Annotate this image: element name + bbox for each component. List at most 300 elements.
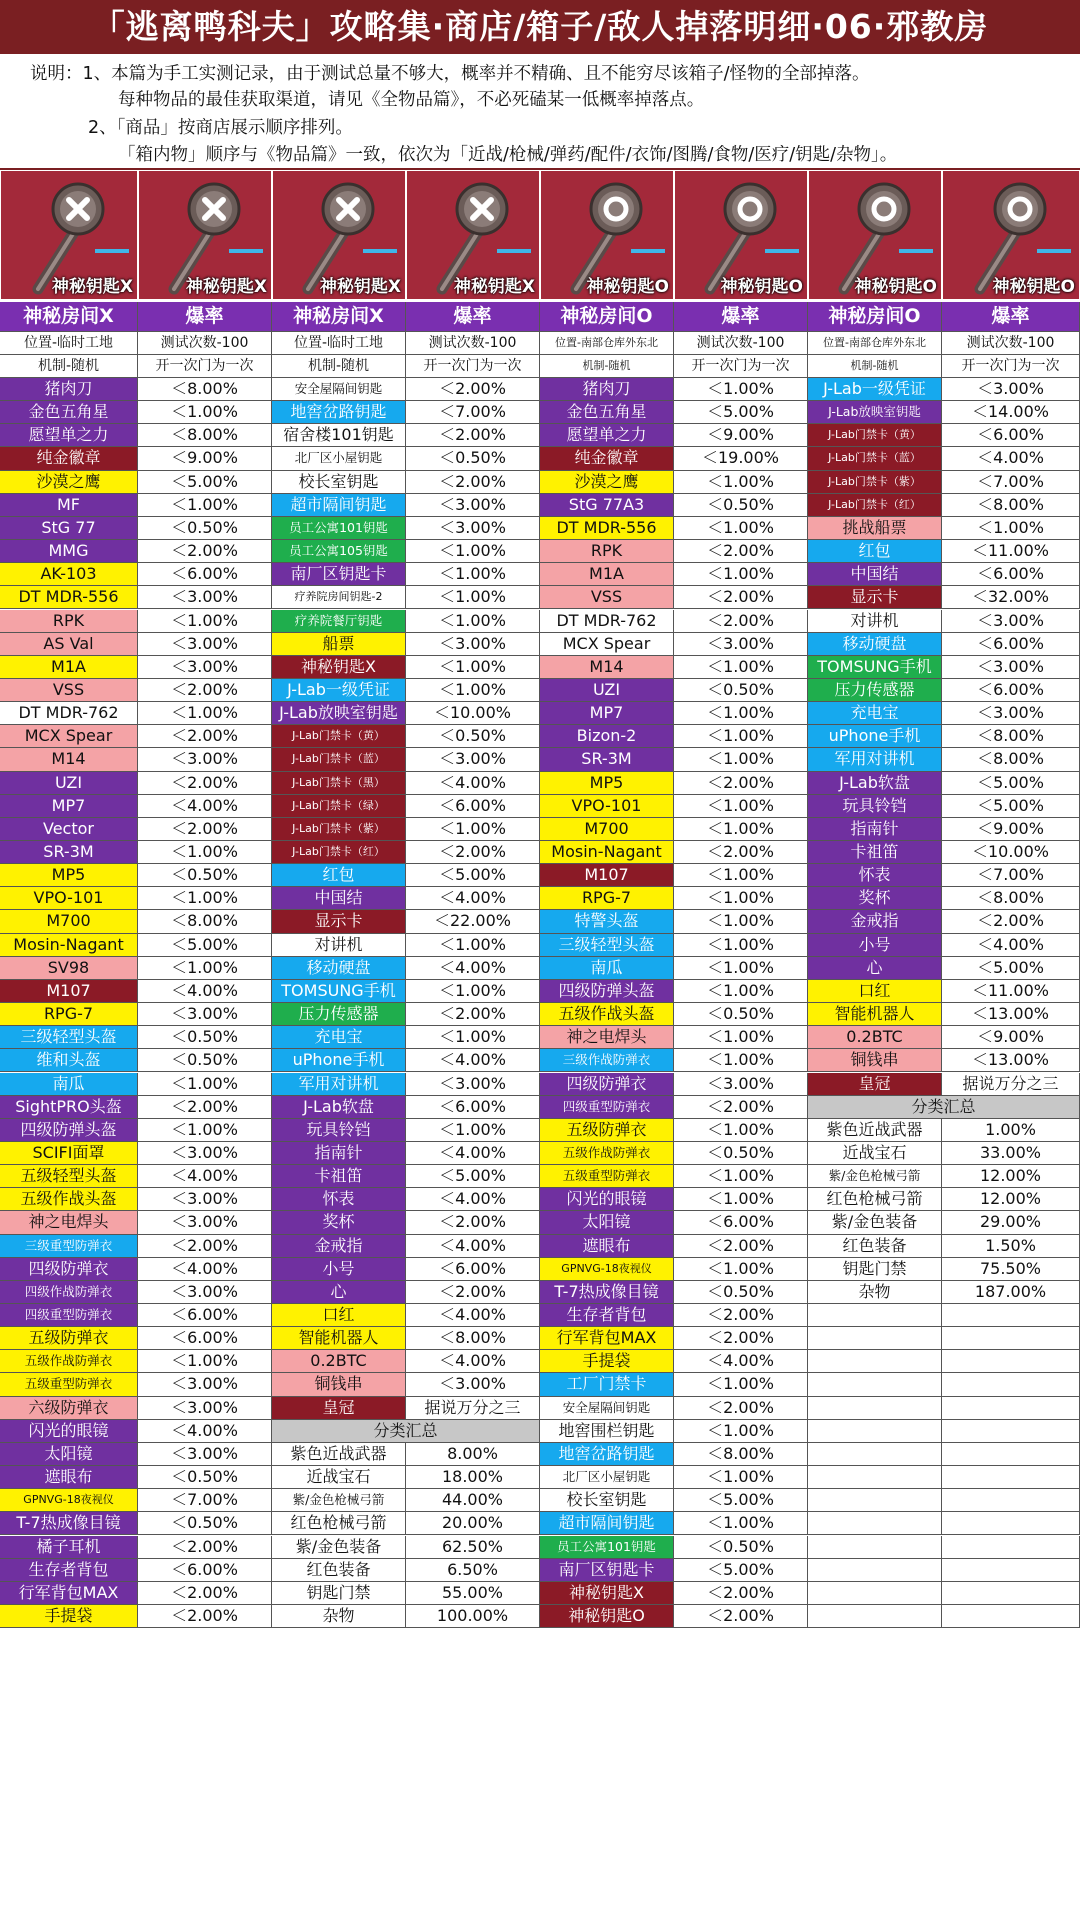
item-name-cell: 神之电焊头 xyxy=(540,1026,674,1049)
drop-rate-cell: ＜4.00% xyxy=(138,1165,272,1188)
drop-rate-cell: ＜1.00% xyxy=(138,841,272,864)
drop-rate-cell: ＜1.00% xyxy=(406,818,540,841)
drop-rate-cell: ＜2.00% xyxy=(674,586,808,609)
item-name-cell: MP5 xyxy=(0,864,138,887)
item-name-cell: RPG-7 xyxy=(540,887,674,910)
drop-rate-cell: ＜3.00% xyxy=(406,517,540,540)
drop-rate-cell: 29.00% xyxy=(942,1211,1080,1234)
drop-rate-cell xyxy=(942,1489,1080,1512)
drop-rate-cell: ＜13.00% xyxy=(942,1003,1080,1026)
drop-rate-cell: 1.50% xyxy=(942,1235,1080,1258)
item-name-cell: StG 77A3 xyxy=(540,494,674,517)
table-row xyxy=(0,1466,1080,1489)
item-name-cell xyxy=(808,1605,942,1628)
item-name-cell: 四级防弹头盔 xyxy=(540,980,674,1003)
note-line-1: 说明：1、本篇为手工实测记录，由于测试总量不够大，概率并不精确、且不能穷尽该箱子/怪物的全部掉落。 xyxy=(30,64,870,84)
column-header: 爆率 xyxy=(674,302,808,332)
drop-rate-cell: ＜3.00% xyxy=(138,656,272,679)
item-name-cell: 奖杯 xyxy=(272,1211,406,1234)
drop-rate-cell: ＜4.00% xyxy=(406,772,540,795)
drop-rate-cell: ＜8.00% xyxy=(942,494,1080,517)
drop-rate-cell: ＜6.00% xyxy=(942,563,1080,586)
table-row xyxy=(0,1605,1080,1628)
drop-table xyxy=(0,302,1080,1628)
drop-rate-cell: 测试次数-100 xyxy=(138,332,272,355)
notes-section xyxy=(0,54,1080,170)
drop-rate-cell: ＜9.00% xyxy=(674,424,808,447)
item-name-cell xyxy=(808,1304,942,1327)
table-row xyxy=(0,1350,1080,1373)
drop-rate-cell: ＜6.00% xyxy=(942,633,1080,656)
drop-rate-cell: ＜1.00% xyxy=(406,540,540,563)
item-name-cell: M14 xyxy=(540,656,674,679)
drop-rate-cell: ＜10.00% xyxy=(942,841,1080,864)
drop-rate-cell: ＜8.00% xyxy=(138,378,272,401)
item-name-cell: 红包 xyxy=(808,540,942,563)
item-name-cell: 金色五角星 xyxy=(540,401,674,424)
item-name-cell: SR-3M xyxy=(0,841,138,864)
item-name-cell: 充电宝 xyxy=(272,1026,406,1049)
item-name-cell: 心 xyxy=(808,957,942,980)
item-name-cell: 五级重型防弹衣 xyxy=(540,1165,674,1188)
drop-rate-cell: ＜4.00% xyxy=(406,1142,540,1165)
table-row xyxy=(0,1258,1080,1281)
drop-rate-cell: ＜0.50% xyxy=(138,864,272,887)
item-name-cell: 位置-南部仓库外东北 xyxy=(808,332,942,355)
item-name-cell: 机制-随机 xyxy=(808,355,942,378)
item-name-cell: 卡祖笛 xyxy=(272,1165,406,1188)
drop-rate-cell: ＜4.00% xyxy=(138,1420,272,1443)
table-row xyxy=(0,748,1080,771)
drop-rate-cell: ＜1.00% xyxy=(674,748,808,771)
item-name-cell: VPO-101 xyxy=(540,795,674,818)
drop-rate-cell xyxy=(942,1420,1080,1443)
drop-rate-cell: ＜2.00% xyxy=(138,540,272,563)
item-image-tile xyxy=(540,170,674,300)
drop-rate-cell: 开一次门为一次 xyxy=(138,355,272,378)
item-name-cell: 员工公寓105钥匙 xyxy=(272,540,406,563)
drop-rate-cell: ＜1.00% xyxy=(674,656,808,679)
drop-rate-cell: ＜3.00% xyxy=(138,1188,272,1211)
drop-rate-cell: ＜3.00% xyxy=(138,1211,272,1234)
drop-rate-cell: ＜1.00% xyxy=(674,795,808,818)
drop-rate-cell: 12.00% xyxy=(942,1165,1080,1188)
item-name-cell: SR-3M xyxy=(540,748,674,771)
drop-rate-cell: ＜5.00% xyxy=(138,934,272,957)
item-name-cell: MCX Spear xyxy=(540,633,674,656)
item-name-cell: 五级作战头盔 xyxy=(0,1188,138,1211)
drop-rate-cell: 20.00% xyxy=(406,1512,540,1535)
drop-rate-cell: ＜2.00% xyxy=(406,1211,540,1234)
drop-rate-cell: ＜5.00% xyxy=(674,401,808,424)
item-image-tile xyxy=(0,170,138,300)
item-name-cell: 紫色近战武器 xyxy=(808,1119,942,1142)
item-name-cell: 紫/金色枪械弓箭 xyxy=(272,1489,406,1512)
item-name-cell: TOMSUNG手机 xyxy=(272,980,406,1003)
drop-rate-cell: ＜6.00% xyxy=(406,795,540,818)
item-name-cell: 小号 xyxy=(808,934,942,957)
drop-rate-cell: ＜0.50% xyxy=(674,494,808,517)
item-name-cell: 皇冠 xyxy=(272,1397,406,1420)
item-name-cell: 生存者背包 xyxy=(0,1559,138,1582)
drop-rate-cell: ＜3.00% xyxy=(674,1073,808,1096)
item-name-cell: 五级作战防弹衣 xyxy=(540,1142,674,1165)
column-header: 神秘房间X xyxy=(0,302,138,332)
item-name-cell: J-Lab软盘 xyxy=(272,1096,406,1119)
item-name-cell: 智能机器人 xyxy=(272,1327,406,1350)
item-name-cell: 分类汇总 xyxy=(808,1096,1080,1119)
drop-rate-cell: ＜1.00% xyxy=(674,887,808,910)
item-name-cell: 分类汇总 xyxy=(272,1420,540,1443)
drop-rate-cell: ＜3.00% xyxy=(138,633,272,656)
drop-rate-cell: ＜8.00% xyxy=(138,424,272,447)
item-name-cell: 红色枪械弓箭 xyxy=(808,1188,942,1211)
note-line-3: 2、「商品」按商店展示顺序排列。 xyxy=(88,118,353,138)
drop-rate-cell: ＜2.00% xyxy=(138,1605,272,1628)
item-name-cell: J-Lab放映室钥匙 xyxy=(808,401,942,424)
item-name-cell: VPO-101 xyxy=(0,887,138,910)
item-name-cell: J-Lab门禁卡（黄） xyxy=(272,725,406,748)
item-name-cell: 红色装备 xyxy=(808,1235,942,1258)
item-name-cell: StG 77 xyxy=(0,517,138,540)
drop-rate-cell: ＜0.50% xyxy=(138,517,272,540)
drop-rate-cell: ＜3.00% xyxy=(942,656,1080,679)
drop-rate-cell: ＜1.00% xyxy=(674,1026,808,1049)
drop-rate-cell: ＜4.00% xyxy=(138,980,272,1003)
table-row xyxy=(0,934,1080,957)
drop-rate-cell: ＜1.00% xyxy=(138,887,272,910)
drop-rate-cell: ＜1.00% xyxy=(674,910,808,933)
item-name-cell: J-Lab一级凭证 xyxy=(808,378,942,401)
item-name-cell: 近战宝石 xyxy=(272,1466,406,1489)
drop-rate-cell: ＜4.00% xyxy=(138,1258,272,1281)
item-name-cell: 生存者背包 xyxy=(540,1304,674,1327)
item-name-cell: 手提袋 xyxy=(540,1350,674,1373)
item-name-cell: 船票 xyxy=(272,633,406,656)
drop-rate-cell: ＜2.00% xyxy=(942,910,1080,933)
item-name-cell: UZI xyxy=(0,772,138,795)
drop-rate-cell: ＜1.00% xyxy=(138,1350,272,1373)
item-name-cell: 工厂门禁卡 xyxy=(540,1373,674,1396)
item-name-cell: M700 xyxy=(0,910,138,933)
drop-rate-cell: ＜2.00% xyxy=(674,540,808,563)
drop-rate-cell: ＜9.00% xyxy=(942,818,1080,841)
item-name-cell: 金戒指 xyxy=(272,1235,406,1258)
item-name-cell: 遮眼布 xyxy=(540,1235,674,1258)
drop-rate-cell: ＜0.50% xyxy=(138,1026,272,1049)
table-row xyxy=(0,1536,1080,1559)
table-row xyxy=(0,1559,1080,1582)
table-row xyxy=(0,401,1080,424)
item-name-cell: 手提袋 xyxy=(0,1605,138,1628)
drop-rate-cell: 100.00% xyxy=(406,1605,540,1628)
item-name-cell: 压力传感器 xyxy=(272,1003,406,1026)
table-row xyxy=(0,447,1080,470)
drop-rate-cell: 开一次门为一次 xyxy=(942,355,1080,378)
item-name-cell: Bizon-2 xyxy=(540,725,674,748)
drop-rate-cell: ＜3.00% xyxy=(942,610,1080,633)
item-name-cell: TOMSUNG手机 xyxy=(808,656,942,679)
drop-rate-cell: ＜7.00% xyxy=(942,864,1080,887)
item-name-cell: 三级重型防弹衣 xyxy=(0,1235,138,1258)
drop-rate-cell: ＜6.00% xyxy=(138,1304,272,1327)
drop-rate-cell: ＜3.00% xyxy=(138,1443,272,1466)
item-name-cell: 五级防弹衣 xyxy=(540,1119,674,1142)
item-name-cell: 位置-南部仓库外东北 xyxy=(540,332,674,355)
item-name-cell: MF xyxy=(0,494,138,517)
item-name-cell: 超市隔间钥匙 xyxy=(540,1512,674,1535)
item-name-cell: 猪肉刀 xyxy=(540,378,674,401)
item-image-tile xyxy=(406,170,540,300)
item-name-cell: 南瓜 xyxy=(0,1073,138,1096)
drop-rate-cell: ＜3.00% xyxy=(406,494,540,517)
item-name-cell: 沙漠之鹰 xyxy=(540,471,674,494)
drop-rate-cell: ＜1.00% xyxy=(138,1073,272,1096)
item-name-cell: 中国结 xyxy=(272,887,406,910)
item-name-cell: 地窖岔路钥匙 xyxy=(272,401,406,424)
item-name-cell: Mosin-Nagant xyxy=(0,934,138,957)
drop-rate-cell: ＜1.00% xyxy=(674,1466,808,1489)
drop-rate-cell: ＜2.00% xyxy=(406,1003,540,1026)
table-row xyxy=(0,818,1080,841)
item-name-cell: 闪光的眼镜 xyxy=(540,1188,674,1211)
item-name-cell: 员工公寓101钥匙 xyxy=(540,1536,674,1559)
table-row xyxy=(0,1489,1080,1512)
item-name-cell: 口红 xyxy=(272,1304,406,1327)
item-name-cell: M700 xyxy=(540,818,674,841)
item-name-cell: VSS xyxy=(540,586,674,609)
table-row xyxy=(0,1026,1080,1049)
drop-rate-cell xyxy=(942,1536,1080,1559)
drop-rate-cell: ＜2.00% xyxy=(138,725,272,748)
item-name-cell: 军用对讲机 xyxy=(272,1073,406,1096)
item-name-cell: 中国结 xyxy=(808,563,942,586)
drop-rate-cell: ＜2.00% xyxy=(674,1327,808,1350)
item-name-cell: 校长室钥匙 xyxy=(272,471,406,494)
item-name-cell: 愿望单之力 xyxy=(0,424,138,447)
item-name-cell: 闪光的眼镜 xyxy=(0,1420,138,1443)
item-name-cell: SV98 xyxy=(0,957,138,980)
table-row xyxy=(0,725,1080,748)
drop-rate-cell: 测试次数-100 xyxy=(674,332,808,355)
drop-rate-cell: ＜4.00% xyxy=(406,887,540,910)
item-name-cell: 红色装备 xyxy=(272,1559,406,1582)
drop-rate-cell: ＜1.00% xyxy=(674,980,808,1003)
drop-rate-cell xyxy=(942,1373,1080,1396)
drop-rate-cell: ＜2.00% xyxy=(138,1582,272,1605)
table-row xyxy=(0,1165,1080,1188)
item-name-cell: 三级轻型头盔 xyxy=(0,1026,138,1049)
drop-rate-cell: ＜5.00% xyxy=(942,772,1080,795)
item-name-cell: DT MDR-556 xyxy=(0,586,138,609)
item-name-cell: 玩具铃铛 xyxy=(272,1119,406,1142)
drop-rate-cell: ＜2.00% xyxy=(674,772,808,795)
drop-rate-cell: 55.00% xyxy=(406,1582,540,1605)
item-image-tile xyxy=(808,170,942,300)
item-name-cell: 心 xyxy=(272,1281,406,1304)
table-row xyxy=(0,1188,1080,1211)
item-name-cell: 地窖岔路钥匙 xyxy=(540,1443,674,1466)
drop-rate-cell: ＜2.00% xyxy=(138,1096,272,1119)
item-name-cell: 南厂区钥匙卡 xyxy=(272,563,406,586)
table-info-row xyxy=(0,332,1080,355)
drop-rate-cell xyxy=(942,1443,1080,1466)
item-name-cell: J-Lab放映室钥匙 xyxy=(272,702,406,725)
item-name-cell: GPNVG-18夜视仪 xyxy=(540,1258,674,1281)
item-name-cell: DT MDR-556 xyxy=(540,517,674,540)
item-name-cell: 特警头盔 xyxy=(540,910,674,933)
item-name-cell: 四级作战防弹衣 xyxy=(0,1281,138,1304)
drop-rate-cell: ＜0.50% xyxy=(138,1466,272,1489)
item-name-cell: 显示卡 xyxy=(808,586,942,609)
item-name-cell: 智能机器人 xyxy=(808,1003,942,1026)
item-name-cell: AK-103 xyxy=(0,563,138,586)
item-image-tile xyxy=(272,170,406,300)
drop-rate-cell: ＜4.00% xyxy=(406,1350,540,1373)
item-image-label: 神秘钥匙X xyxy=(185,277,267,297)
item-name-cell: 指南针 xyxy=(808,818,942,841)
drop-rate-cell: ＜2.00% xyxy=(674,1582,808,1605)
table-row xyxy=(0,494,1080,517)
table-row xyxy=(0,1073,1080,1096)
drop-rate-cell: ＜1.00% xyxy=(674,1258,808,1281)
item-name-cell: 四级防弹头盔 xyxy=(0,1119,138,1142)
drop-rate-cell xyxy=(942,1397,1080,1420)
drop-rate-cell: ＜3.00% xyxy=(138,1281,272,1304)
item-name-cell: 金色五角星 xyxy=(0,401,138,424)
item-name-cell: 五级轻型头盔 xyxy=(0,1165,138,1188)
drop-rate-cell: ＜4.00% xyxy=(406,1049,540,1072)
drop-rate-cell: ＜1.00% xyxy=(406,679,540,702)
drop-rate-cell xyxy=(942,1466,1080,1489)
item-name-cell: 五级作战防弹衣 xyxy=(0,1350,138,1373)
drop-rate-cell: ＜3.00% xyxy=(406,1373,540,1396)
table-row xyxy=(0,841,1080,864)
item-name-cell: 遮眼布 xyxy=(0,1466,138,1489)
drop-rate-cell: ＜1.00% xyxy=(406,586,540,609)
drop-rate-cell: ＜6.00% xyxy=(674,1211,808,1234)
item-name-cell: 军用对讲机 xyxy=(808,748,942,771)
drop-rate-cell: ＜5.00% xyxy=(942,957,1080,980)
item-name-cell: M14 xyxy=(0,748,138,771)
column-header: 神秘房间X xyxy=(272,302,406,332)
table-row xyxy=(0,910,1080,933)
item-name-cell: 宿舍楼101钥匙 xyxy=(272,424,406,447)
table-row xyxy=(0,586,1080,609)
item-name-cell: uPhone手机 xyxy=(808,725,942,748)
column-header: 爆率 xyxy=(138,302,272,332)
item-name-cell: GPNVG-18夜视仪 xyxy=(0,1489,138,1512)
item-name-cell: 三级作战防弹衣 xyxy=(540,1049,674,1072)
item-name-cell xyxy=(808,1512,942,1535)
drop-rate-cell: ＜1.00% xyxy=(674,1165,808,1188)
drop-rate-cell: ＜3.00% xyxy=(942,702,1080,725)
item-name-cell: 太阳镜 xyxy=(540,1211,674,1234)
item-name-cell: 卡祖笛 xyxy=(808,841,942,864)
item-name-cell: 四级重型防弹衣 xyxy=(540,1096,674,1119)
item-name-cell: 沙漠之鹰 xyxy=(0,471,138,494)
drop-rate-cell: ＜6.00% xyxy=(138,563,272,586)
item-name-cell xyxy=(808,1466,942,1489)
drop-rate-cell: ＜1.00% xyxy=(674,864,808,887)
item-name-cell: 纯金徽章 xyxy=(540,447,674,470)
table-row xyxy=(0,772,1080,795)
drop-rate-cell: ＜19.00% xyxy=(674,447,808,470)
drop-rate-cell: ＜32.00% xyxy=(942,586,1080,609)
item-name-cell: 金戒指 xyxy=(808,910,942,933)
item-name-cell: 猪肉刀 xyxy=(0,378,138,401)
drop-rate-cell: ＜2.00% xyxy=(406,1281,540,1304)
item-name-cell: 对讲机 xyxy=(272,934,406,957)
drop-rate-cell: ＜1.00% xyxy=(138,401,272,424)
drop-rate-cell: ＜1.00% xyxy=(138,494,272,517)
item-name-cell: 压力传感器 xyxy=(808,679,942,702)
drop-rate-cell: ＜5.00% xyxy=(942,795,1080,818)
item-name-cell xyxy=(808,1350,942,1373)
drop-rate-cell xyxy=(942,1605,1080,1628)
item-name-cell: 员工公寓101钥匙 xyxy=(272,517,406,540)
item-name-cell: RPG-7 xyxy=(0,1003,138,1026)
drop-rate-cell: ＜2.00% xyxy=(674,1397,808,1420)
drop-rate-cell: ＜6.00% xyxy=(138,1559,272,1582)
table-row xyxy=(0,1373,1080,1396)
note-line-4: 「箱内物」顺序与《物品篇》一致，依次为「近战/枪械/弹药/配件/衣饰/图腾/食物/医疗/钥匙/杂物」。 xyxy=(118,145,898,165)
item-name-cell: MP5 xyxy=(540,772,674,795)
drop-rate-cell: ＜2.00% xyxy=(138,679,272,702)
item-name-cell: 北厂区小屋钥匙 xyxy=(540,1466,674,1489)
drop-rate-cell: ＜3.00% xyxy=(406,633,540,656)
item-image-row xyxy=(0,170,1080,302)
item-name-cell: 0.2BTC xyxy=(272,1350,406,1373)
drop-rate-cell: ＜3.00% xyxy=(138,748,272,771)
drop-rate-cell: ＜1.00% xyxy=(674,1373,808,1396)
table-row xyxy=(0,1281,1080,1304)
item-name-cell: MP7 xyxy=(540,702,674,725)
drop-rate-cell: ＜1.00% xyxy=(674,378,808,401)
drop-rate-cell: ＜0.50% xyxy=(674,1003,808,1026)
item-image-label: 神秘钥匙O xyxy=(854,277,937,297)
drop-rate-cell: ＜3.00% xyxy=(942,378,1080,401)
item-name-cell: 红包 xyxy=(272,864,406,887)
item-name-cell: SightPRO头盔 xyxy=(0,1096,138,1119)
drop-rate-cell: ＜4.00% xyxy=(406,1304,540,1327)
item-name-cell: 行军背包MAX xyxy=(540,1327,674,1350)
table-row xyxy=(0,1119,1080,1142)
drop-rate-cell: ＜2.00% xyxy=(138,818,272,841)
item-name-cell: 五级作战头盔 xyxy=(540,1003,674,1026)
drop-rate-cell xyxy=(942,1512,1080,1535)
item-name-cell: 怀表 xyxy=(808,864,942,887)
drop-rate-cell: ＜4.00% xyxy=(674,1350,808,1373)
drop-rate-cell: 44.00% xyxy=(406,1489,540,1512)
item-name-cell: 紫/金色枪械弓箭 xyxy=(808,1165,942,1188)
drop-rate-cell: 75.50% xyxy=(942,1258,1080,1281)
item-name-cell xyxy=(808,1397,942,1420)
item-name-cell: 行军背包MAX xyxy=(0,1582,138,1605)
item-name-cell: 愿望单之力 xyxy=(540,424,674,447)
drop-rate-cell: ＜7.00% xyxy=(406,401,540,424)
item-name-cell: RPK xyxy=(540,540,674,563)
table-row xyxy=(0,656,1080,679)
table-row xyxy=(0,1003,1080,1026)
item-name-cell: Vector xyxy=(0,818,138,841)
item-name-cell: 太阳镜 xyxy=(0,1443,138,1466)
drop-rate-cell: ＜0.50% xyxy=(138,1049,272,1072)
drop-rate-cell: ＜5.00% xyxy=(406,864,540,887)
drop-rate-cell: ＜0.50% xyxy=(674,1536,808,1559)
table-header-row xyxy=(0,302,1080,332)
drop-rate-cell: ＜6.00% xyxy=(942,679,1080,702)
